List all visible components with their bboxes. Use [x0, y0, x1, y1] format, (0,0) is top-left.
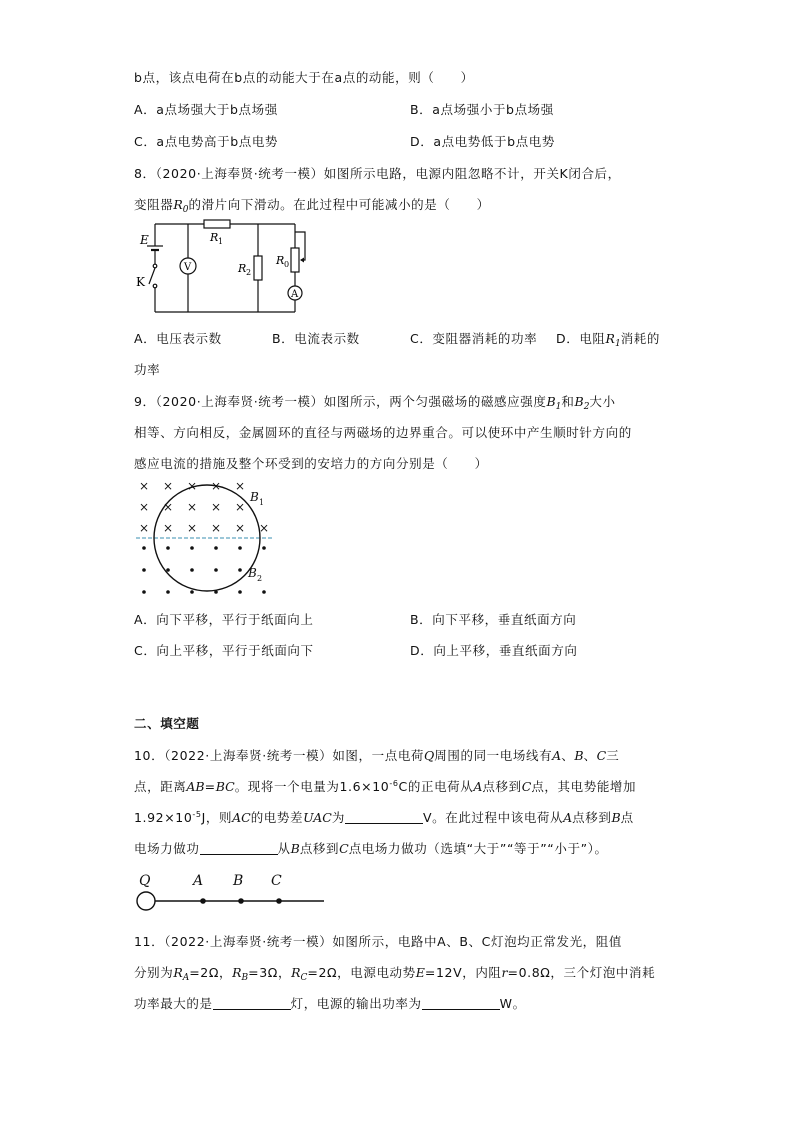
point-b-label: B: [233, 873, 244, 889]
q8-option-b[interactable]: B．电流表示数: [272, 331, 360, 346]
field-cross-mark: ×: [234, 521, 246, 535]
q9-option-a[interactable]: A．向下平移，平行于纸面向上: [134, 612, 314, 627]
point-c: [276, 898, 282, 904]
field-cross-mark: ×: [162, 479, 174, 493]
field-dot-mark: [190, 568, 194, 572]
q8-stem-line1: 8．（2020·上海奉贤·统考一模）如图所示电路，电源内阻忽略不计，开关K闭合后，: [134, 166, 621, 181]
q7-option-d[interactable]: D．a点电势低于b点电势: [410, 134, 555, 149]
battery-label: E: [140, 233, 149, 247]
q10-stem-line3: $1.92\times 10^{-5}J$，则AC的电势差UAC为 V。在此过程中该电荷从A点移到B点: [134, 810, 634, 825]
field-dot-mark: [166, 546, 170, 550]
b1-label-sub: 1: [259, 498, 265, 507]
q8-option-d-wrap: 功率: [134, 362, 161, 377]
q10-stem-line2: 点，距离AB=BC。现将一个电量为$1.6\times 10^{-6}C$的正电荷从A点移到C点，其电势能增加: [134, 779, 637, 794]
field-dot-mark: [262, 590, 266, 594]
field-dot-mark: [142, 590, 146, 594]
field-dot-mark: [166, 590, 170, 594]
q8-option-a[interactable]: A．电压表示数: [134, 331, 222, 346]
q8-option-d[interactable]: D．电阻$R_1$消耗的: [556, 331, 660, 349]
q10-stem-line4: 电场力做功 从B点移到C点电场力做功（选填“大于”“等于”“小于”）。: [134, 841, 608, 856]
q10-answer-blank-1[interactable]: [345, 811, 423, 824]
field-dot-mark: [166, 568, 170, 572]
field-cross-mark: ×: [162, 500, 174, 514]
q10-stem-line1: 10．（2022·上海奉贤·统考一模）如图，一点电荷Q周围的同一电场线有A、B、C三: [134, 748, 620, 763]
q7-option-c[interactable]: C．a点电势高于b点电势: [134, 134, 279, 149]
q7-stem: b点，该点电荷在b点的动能大于在a点的动能，则（ ）: [134, 70, 474, 85]
q9-option-c[interactable]: C．向上平移，平行于纸面向下: [134, 643, 314, 658]
q11-stem-line3: 功率最大的是 灯，电源的输出功率为 W。: [134, 996, 526, 1011]
b1-label: B: [250, 490, 259, 504]
point-a: [200, 898, 206, 904]
field-dot-mark: [190, 546, 194, 550]
r1-label-sub: 1: [218, 237, 224, 246]
field-cross-mark: ×: [186, 521, 198, 535]
point-b: [238, 898, 244, 904]
q11-answer-blank-2[interactable]: [422, 997, 500, 1010]
b2-label: B: [248, 566, 257, 580]
switch-blade: [149, 268, 155, 284]
section-title-fill-in: 二、填空题: [134, 716, 200, 731]
q8-option-c[interactable]: C．变阻器消耗的功率: [410, 331, 538, 346]
field-cross-mark: ×: [138, 479, 150, 493]
field-dot-mark: [142, 546, 146, 550]
point-c-label: C: [271, 873, 282, 889]
q10-answer-blank-2[interactable]: [200, 842, 278, 855]
field-dot-mark: [214, 546, 218, 550]
q7-option-a[interactable]: A．a点场强大于b点场强: [134, 102, 278, 117]
field-dot-mark: [142, 568, 146, 572]
q9-magnetic-field-diagram: [134, 476, 284, 596]
ammeter-label: A: [291, 289, 299, 300]
r1-resistor: [204, 220, 230, 228]
q7-option-b[interactable]: B．a点场强小于b点场强: [410, 102, 554, 117]
field-cross-mark: ×: [210, 521, 222, 535]
charge-q: [137, 892, 155, 910]
b2-label-sub: 2: [257, 574, 263, 583]
q9-option-d[interactable]: D．向上平移，垂直纸面方向: [410, 643, 578, 658]
q8-stem-line2: 变阻器$R_0$的滑片向下滑动。在此过程中可能减小的是（ ）: [134, 197, 490, 215]
point-a-label: A: [193, 873, 204, 889]
r2-resistor: [254, 256, 262, 280]
field-cross-mark: ×: [210, 479, 222, 493]
field-cross-mark: ×: [186, 500, 198, 514]
switch-label: K: [136, 275, 145, 289]
q10-field-line-diagram: [134, 868, 334, 918]
q9-stem-line3: 感应电流的措施及整个环受到的安培力的方向分别是（ ）: [134, 456, 488, 471]
field-dot-mark: [238, 568, 242, 572]
field-dot-mark: [214, 568, 218, 572]
q9-stem-line1: 9．（2020·上海奉贤·统考一模）如图所示，两个匀强磁场的磁感应强度$B_1$和$B_2$大小: [134, 394, 616, 412]
r0-label: R: [276, 254, 285, 267]
field-cross-mark: ×: [186, 479, 198, 493]
q9-option-b[interactable]: B．向下平移，垂直纸面方向: [410, 612, 577, 627]
q11-answer-blank-1[interactable]: [213, 997, 291, 1010]
q8-circuit-diagram: [130, 218, 330, 318]
field-cross-mark: ×: [234, 500, 246, 514]
field-dot-mark: [238, 546, 242, 550]
r0-label-sub: 0: [284, 260, 290, 269]
field-cross-mark: ×: [162, 521, 174, 535]
field-dot-mark: [238, 590, 242, 594]
field-dot-mark: [262, 546, 266, 550]
field-cross-mark: ×: [138, 521, 150, 535]
field-dot-mark: [190, 590, 194, 594]
field-cross-mark: ×: [258, 521, 270, 535]
voltmeter-label: V: [184, 262, 192, 273]
r2-label: R: [238, 262, 247, 275]
field-cross-mark: ×: [138, 500, 150, 514]
q11-stem-line1: 11．（2022·上海奉贤·统考一模）如图所示，电路中A、B、C灯泡均正常发光，阻值: [134, 934, 622, 949]
q11-stem-line2: 分别为$R_A=2\Omega$，$R_B=3\Omega$，$R_C=2\Omega$，电源电动势E=12V，内阻r=0.8Ω，三个灯泡中消耗: [134, 965, 656, 983]
r2-label-sub: 2: [246, 268, 252, 277]
r0-rheostat: [291, 248, 299, 272]
charge-q-label: Q: [139, 873, 151, 889]
field-cross-mark: ×: [234, 479, 246, 493]
field-cross-mark: ×: [210, 500, 222, 514]
q9-stem-line2: 相等、方向相反，金属圆环的直径与两磁场的边界重合。可以使环中产生顺时针方向的: [134, 425, 632, 440]
r1-label: R: [210, 231, 219, 244]
